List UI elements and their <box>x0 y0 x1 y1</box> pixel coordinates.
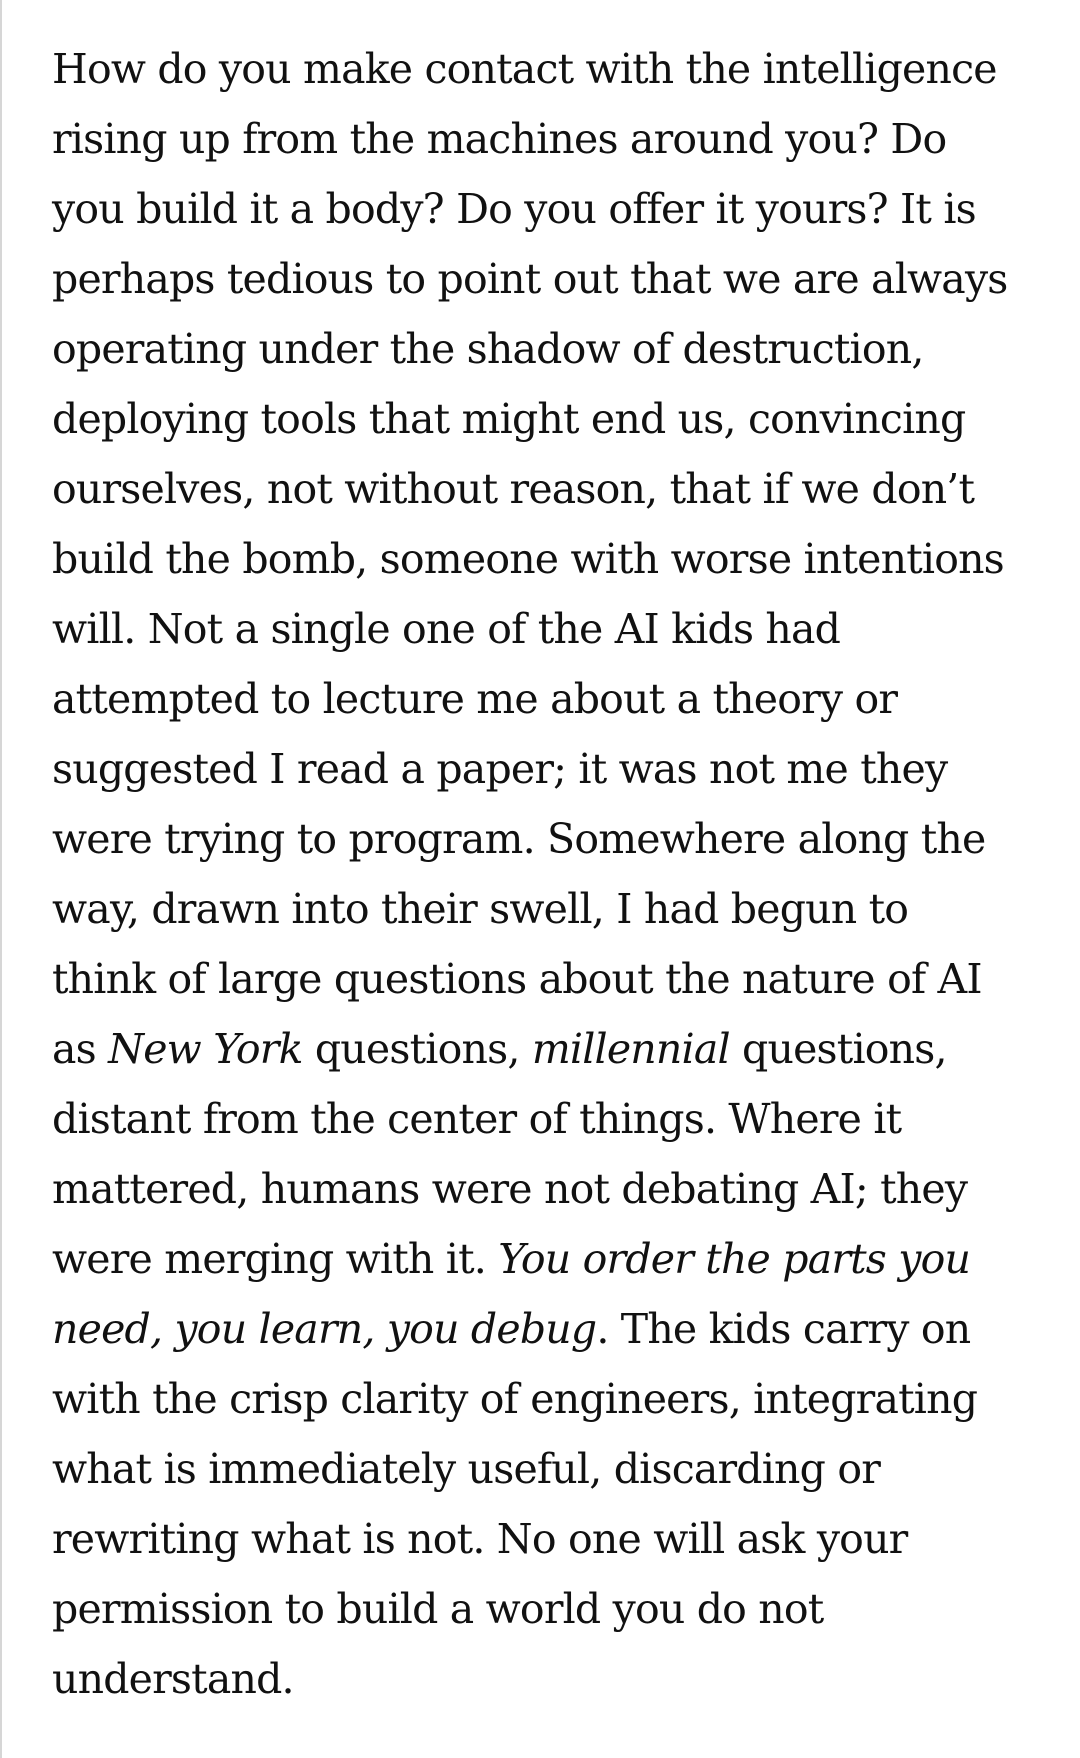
text-line <box>52 104 1052 174</box>
text-line <box>52 454 1052 524</box>
text-segment: suggested I read a paper; it was not me they <box>52 745 948 793</box>
text-segment: were merging with it. <box>52 1235 499 1283</box>
italic-text: You order the parts you <box>498 1235 971 1283</box>
text-segment: build the bomb, someone with worse intentions <box>52 535 1004 583</box>
text-segment: questions, <box>729 1025 947 1073</box>
text-line <box>52 34 1052 104</box>
text-segment: operating under the shadow of destruction, <box>52 325 924 373</box>
italic-text: New York <box>108 1025 303 1073</box>
text-line <box>52 1014 1052 1084</box>
text-line <box>52 1644 1052 1714</box>
text-line <box>52 1084 1052 1154</box>
article-paragraph <box>52 34 1052 1714</box>
text-segment: think of large questions about the nature of AI <box>52 955 982 1003</box>
text-segment: way, drawn into their swell, I had begun to <box>52 885 909 933</box>
text-segment: rising up from the machines around you? Do <box>52 115 947 163</box>
text-line <box>52 1294 1052 1364</box>
text-segment: rewriting what is not. No one will ask your <box>52 1515 908 1563</box>
left-margin-rule <box>0 0 2 1758</box>
text-segment: How do you make contact with the intelligence <box>52 45 997 93</box>
text-segment: you build it a body? Do you offer it yours? It is <box>52 185 976 233</box>
text-segment: permission to build a world you do not <box>52 1585 824 1633</box>
text-line <box>52 1434 1052 1504</box>
text-line <box>52 1154 1052 1224</box>
text-segment: deploying tools that might end us, convincing <box>52 395 966 443</box>
text-segment: with the crisp clarity of engineers, integrating <box>52 1375 978 1423</box>
italic-text: millennial <box>531 1025 730 1073</box>
text-line <box>52 1364 1052 1434</box>
text-segment: attempted to lecture me about a theory or <box>52 675 898 723</box>
text-segment: as <box>52 1025 109 1073</box>
text-segment: distant from the center of things. Where it <box>52 1095 902 1143</box>
text-segment: questions, <box>302 1025 532 1073</box>
text-segment: ourselves, not without reason, that if we don’t <box>52 465 975 513</box>
italic-text: need, you learn, you debug <box>52 1305 597 1353</box>
text-line <box>52 874 1052 944</box>
text-line <box>52 244 1052 314</box>
text-segment: perhaps tedious to point out that we are always <box>52 255 1008 303</box>
text-line <box>52 664 1052 734</box>
text-segment: understand. <box>52 1655 294 1703</box>
text-segment: will. Not a single one of the AI kids had <box>52 605 841 653</box>
text-segment: mattered, humans were not debating AI; they <box>52 1165 968 1213</box>
text-line <box>52 734 1052 804</box>
article-body <box>52 34 1052 1714</box>
text-line <box>52 524 1052 594</box>
text-line <box>52 804 1052 874</box>
text-line <box>52 1224 1052 1294</box>
text-line <box>52 1504 1052 1574</box>
text-line <box>52 174 1052 244</box>
text-segment: were trying to program. Somewhere along the <box>52 815 986 863</box>
text-segment: . The kids carry on <box>596 1305 971 1353</box>
text-line <box>52 314 1052 384</box>
text-segment: what is immediately useful, discarding or <box>52 1445 881 1493</box>
text-line <box>52 1574 1052 1644</box>
text-line <box>52 944 1052 1014</box>
text-line <box>52 594 1052 664</box>
text-line <box>52 384 1052 454</box>
